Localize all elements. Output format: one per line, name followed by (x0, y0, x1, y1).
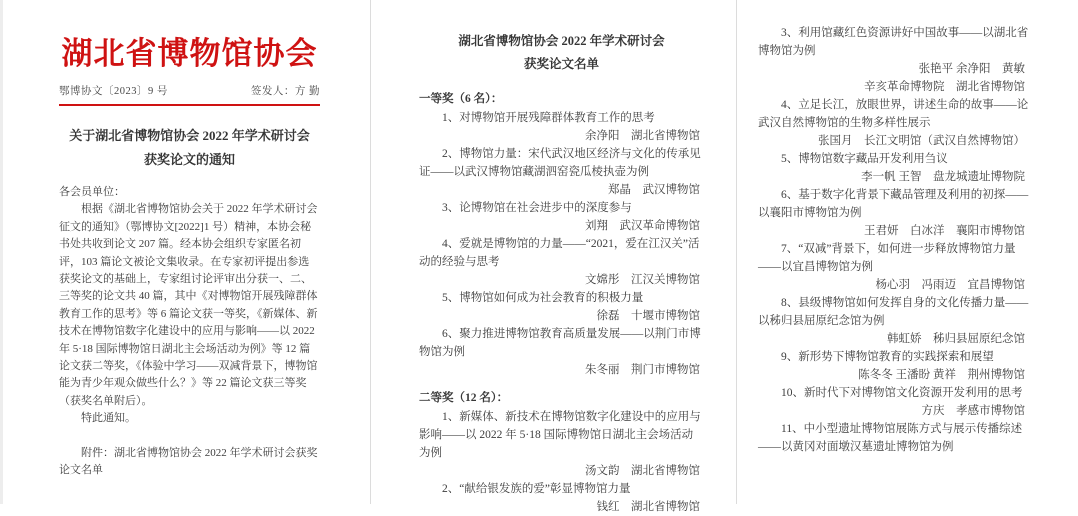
entry-authors: 汤文韵 湖北省博物馆 (585, 465, 700, 477)
body-paragraph: 根据《湖北省博物馆协会关于 2022 年学术研讨会征文的通知》（鄂博协文[2022]1 号）精神，本协会秘书处共收到论文 207 篇。经本协会组织专家匿名初评，103 篇论文被论文集收录。在专家初评提出参选获奖论文的基础上，专家组讨论评审出分获一、二、三等奖的论文共 40 篇，其中《对博物馆开展残障群体教育工作的思考》等 6 篇论文获一等奖，《新媒体、新技术在博物馆数字化建设中的应用与影响——以 2022 年 5·18 国际博物馆日湖北主会场活动为例》等 12 篇论文获二等奖，《体验中学习——双减背景下，博物馆能为青少年观众做些什么？》等 22 篇论文获三等奖（获奖名单附后）。 (59, 203, 318, 407)
closing-line: 特此通知。 (81, 412, 136, 425)
section-second-prize: 二等奖（12 名）： (419, 392, 509, 404)
entry-authors: 余净阳 湖北省博物馆 (585, 130, 700, 142)
issuer-name: 签发人：方 勤 (250, 86, 320, 97)
paper-entry (419, 408, 704, 480)
entry-authors: 王君妍 白冰洋 襄阳市博物馆 (864, 225, 1025, 237)
entry-authors: 陈冬冬 王潘盼 黄祥 荆州博物馆 (858, 369, 1025, 381)
entry-authors: 刘翔 武汉革命博物馆 (585, 220, 700, 232)
paper-entry (758, 24, 1035, 96)
paper-entry (758, 294, 1035, 348)
entry-title: 6、聚力推进博物馆教育高质量发展——以荆门市博物馆为例 (419, 328, 701, 358)
paper-entry (758, 186, 1035, 240)
entry-title: 1、对博物馆开展残障群体教育工作的思考 (442, 112, 655, 124)
paper-entry (419, 480, 704, 516)
entry-title: 7、“双减”背景下，如何进一步释放博物馆力量——以宜昌博物馆为例 (758, 243, 1016, 273)
entry-title: 8、县级博物馆如何发挥自身的文化传播力量——以秭归县屈原纪念馆为例 (758, 297, 1029, 327)
paper-entry (419, 235, 704, 289)
paper-entry (758, 348, 1035, 384)
entry-title: 2、“献给银发族的爱”彰显博物馆力量 (442, 483, 631, 495)
paper-entry (758, 420, 1035, 456)
paper-entry (419, 325, 704, 379)
notice-title-line2: 获奖论文的通知 (143, 152, 235, 167)
entry-title: 2、博物馆力量：宋代武汉地区经济与文化的传承见证——以武汉博物馆藏湖泗窑瓷瓜棱执壶为例 (419, 148, 701, 178)
entry-authors: 文嫦彤 江汉关博物馆 (585, 274, 700, 286)
entry-title: 3、利用馆藏红色资源讲好中国故事——以湖北省博物馆为例 (758, 27, 1029, 57)
entry-author-orgs: 辛亥革命博物院 湖北省博物馆 (864, 81, 1025, 93)
entry-authors: 韩虹娇 秭归县屈原纪念馆 (887, 333, 1025, 345)
paper-entry (758, 384, 1035, 420)
list-title-line2: 获奖论文名单 (523, 57, 599, 71)
paper-entry (419, 289, 704, 325)
doc-meta-row (59, 83, 320, 98)
entry-title: 4、立足长江，放眼世界，讲述生命的故事——论武汉自然博物馆的生物多样性展示 (758, 99, 1029, 129)
salutation: 各会员单位： (59, 186, 125, 198)
attachment-line: 附件：湖北省博物馆协会 2022 年学术研讨会获奖论文名单 (59, 446, 318, 477)
entry-authors: 李一帆 王智 盘龙城遗址博物院 (861, 171, 1025, 183)
entry-title: 10、新时代下对博物馆文化资源开发利用的思考 (781, 387, 1023, 399)
notice-title (59, 124, 320, 172)
notice-body (59, 184, 320, 480)
entry-title: 3、论博物馆在社会进步中的深度参与 (442, 202, 632, 214)
section-first-prize: 一等奖（6 名）： (419, 93, 503, 105)
list-title (419, 30, 704, 76)
paper-entry (419, 199, 704, 235)
entry-authors: 朱冬丽 荆门市博物馆 (585, 364, 700, 376)
entry-authors: 杨心羽 冯雨迈 宜昌博物馆 (875, 279, 1025, 291)
entry-authors: 钱红 湖北省博物馆 (596, 501, 700, 513)
entry-authors: 徐磊 十堰市博物馆 (596, 310, 700, 322)
paper-entry (758, 96, 1035, 150)
entry-title: 9、新形势下博物馆教育的实践探索和展望 (781, 351, 994, 363)
page-award-list-1 (370, 0, 736, 513)
doc-number: 鄂博协文〔2023〕9 号 (59, 86, 168, 97)
entry-authors: 张艳平 余净阳 黄敏 (918, 63, 1025, 75)
entry-title: 5、博物馆数字藏品开发利用刍议 (781, 153, 948, 165)
notice-title-line1: 关于湖北省博物馆协会 2022 年学术研讨会 (69, 128, 310, 143)
entry-authors: 张国月 长江文明馆（武汉自然博物馆） (818, 135, 1025, 147)
paper-entry (419, 145, 704, 199)
entry-title: 6、基于数字化背景下藏品管理及利用的初探——以襄阳市博物馆为例 (758, 189, 1029, 219)
list-title-line1: 湖北省博物馆协会 2022 年学术研讨会 (458, 34, 665, 48)
paper-entry (758, 150, 1035, 186)
red-divider (59, 104, 320, 106)
paper-entry (758, 240, 1035, 294)
entry-title: 11、中小型遗址博物馆展陈方式与展示传播综述——以黄冈对面墩汉墓遗址博物馆为例 (758, 423, 1023, 453)
entry-title: 1、新媒体、新技术在博物馆数字化建设中的应用与影响——以 2022 年 5·18 国际博物馆日湖北主会场活动为例 (419, 411, 701, 459)
entry-authors: 方庆 孝感市博物馆 (921, 405, 1025, 417)
paper-entry (419, 109, 704, 145)
org-title: 湖北省博物馆协会 (61, 36, 318, 71)
entry-title: 5、博物馆如何成为社会教育的积极力量 (442, 292, 644, 304)
entry-authors: 郑晶 武汉博物馆 (608, 184, 700, 196)
entry-title: 4、爱就是博物馆的力量——“2021，爱在江汉关”活动的经验与思考 (419, 238, 700, 268)
page-award-list-2 (736, 0, 1078, 504)
page-notice (0, 0, 370, 504)
